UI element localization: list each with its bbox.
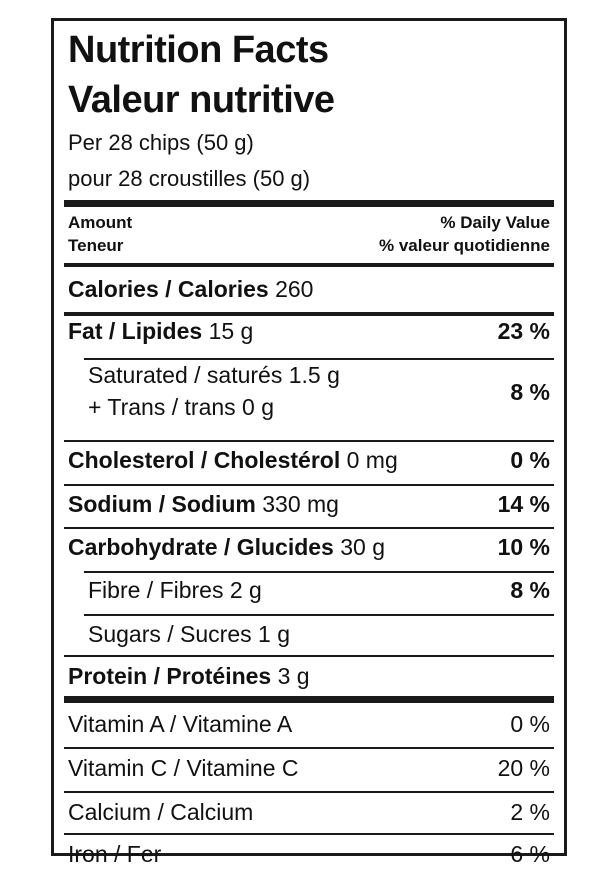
divider-vitamin-c <box>64 791 554 793</box>
carbohydrate-label: Carbohydrate / Glucides 30 g <box>68 534 386 560</box>
vitamin-a-daily-value: 0 % <box>510 711 550 737</box>
protein-label: Protein / Protéines 3 g <box>68 663 310 689</box>
fibre-daily-value: 8 % <box>510 577 550 603</box>
sodium-label: Sodium / Sodium 330 mg <box>68 491 339 517</box>
saturated-label: Saturated / saturés 1.5 g <box>88 362 340 388</box>
cholesterol-label: Cholesterol / Cholestérol 0 mg <box>68 447 398 473</box>
vitamin-c-label: Vitamin C / Vitamine C <box>68 755 299 781</box>
divider-calcium <box>64 833 554 835</box>
cholesterol-daily-value: 0 % <box>510 447 550 473</box>
daily-value-header-english: % Daily Value <box>440 213 550 232</box>
fat-daily-value: 23 % <box>497 318 550 344</box>
calcium-label: Calcium / Calcium <box>68 799 254 825</box>
nutrition-facts-label <box>51 18 567 867</box>
label-content <box>64 21 554 867</box>
divider-sugars <box>64 655 554 657</box>
serving-size-french: pour 28 croustilles (50 g) <box>68 166 311 191</box>
divider-protein <box>64 696 554 703</box>
sodium-daily-value: 14 % <box>497 491 550 517</box>
divider-calories <box>64 312 554 316</box>
divider-thick <box>64 200 554 207</box>
fibre-label: Fibre / Fibres 2 g <box>88 577 262 603</box>
calcium-daily-value: 2 % <box>510 799 550 825</box>
sugars-label: Sugars / Sucres 1 g <box>88 621 290 647</box>
divider-fat <box>84 358 554 360</box>
divider-header <box>64 263 554 267</box>
title-french: Valeur nutritive <box>68 79 335 121</box>
divider-sodium <box>64 527 554 529</box>
divider-saturated <box>64 440 554 442</box>
carbohydrate-daily-value: 10 % <box>497 534 550 560</box>
calories-label: Calories / Calories 260 <box>68 276 314 302</box>
serving-size-english: Per 28 chips (50 g) <box>68 130 254 155</box>
divider-fibre <box>84 614 554 616</box>
divider-carbohydrate <box>84 571 554 573</box>
divider-cholesterol <box>64 484 554 486</box>
iron-label: Iron / Fer <box>68 841 162 867</box>
daily-value-header-french: % valeur quotidienne <box>379 236 550 255</box>
iron-daily-value: 6 % <box>510 841 550 867</box>
amount-header-french: Teneur <box>68 236 124 255</box>
vitamin-c-daily-value: 20 % <box>497 755 550 781</box>
saturated-daily-value: 8 % <box>510 379 550 405</box>
vitamin-a-label: Vitamin A / Vitamine A <box>68 711 293 737</box>
amount-header-english: Amount <box>68 213 133 232</box>
trans-label: + Trans / trans 0 g <box>88 394 275 420</box>
fat-label: Fat / Lipides 15 g <box>68 318 254 344</box>
divider-vitamin-a <box>64 747 554 749</box>
title-english: Nutrition Facts <box>68 29 329 71</box>
